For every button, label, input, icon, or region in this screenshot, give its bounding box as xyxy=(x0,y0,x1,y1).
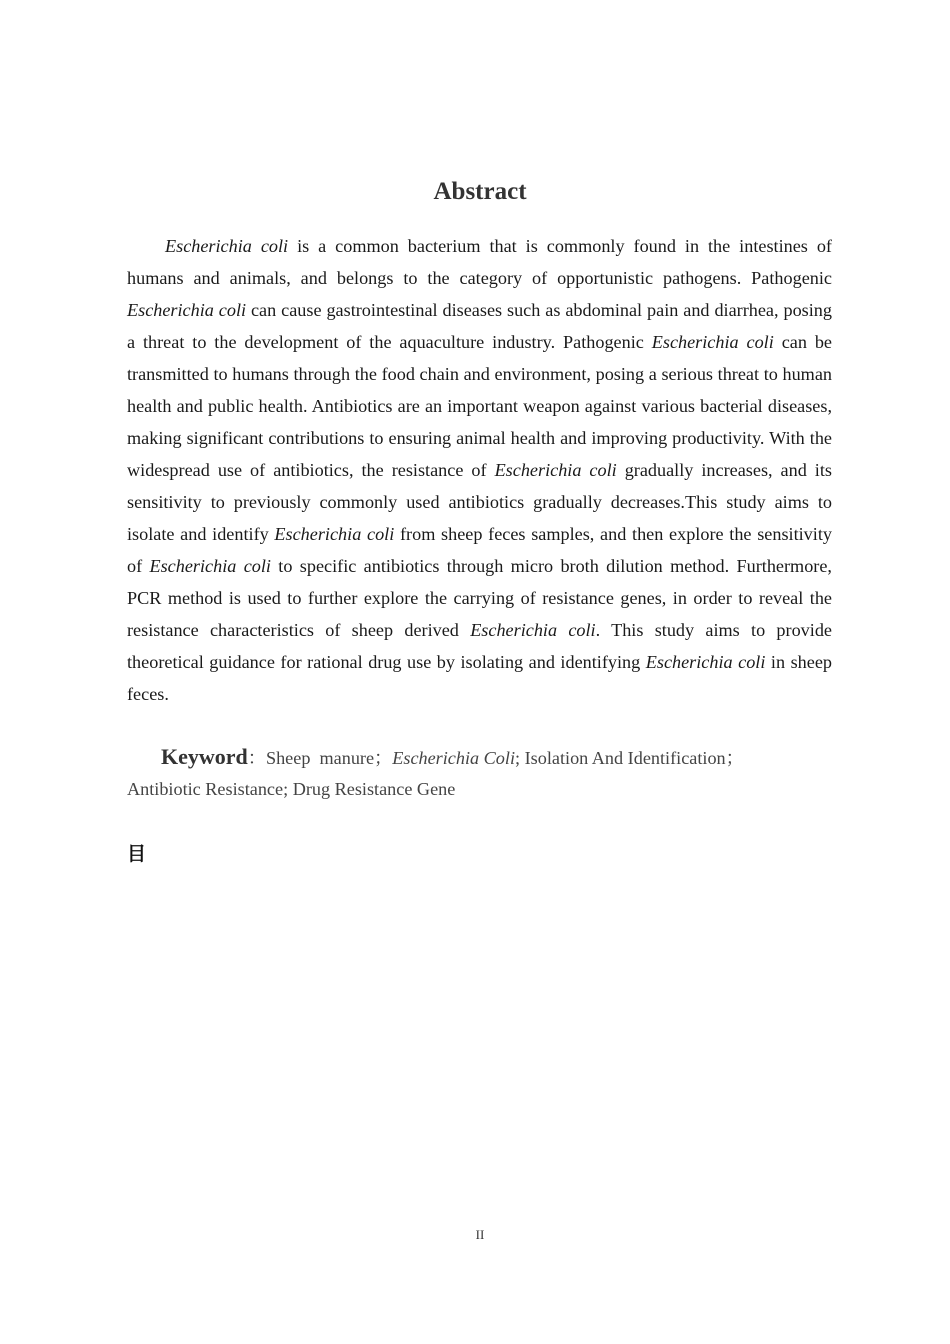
abstract-text-segment: . This study aims to provide theoretical guidance for rational drug use by isolating and identifying xyxy=(127,620,832,672)
page-number: II xyxy=(475,1227,485,1242)
abstract-text-segment: is a common bacterium that is commonly found in the intestines of humans and animals, and belongs to the category of opportunistic pathogens. Pathogenic xyxy=(127,236,832,288)
abstract-text-segment: can cause gastrointestinal diseases such as abdominal pain and diarrhea, posing a threat to the development of the aquaculture industry. Pathogenic xyxy=(127,300,832,352)
abstract-species-name: Escherichia coli xyxy=(127,300,247,320)
abstract-text-segment: to specific antibiotics through micro broth dilution method. Furthermore, PCR method is used to further explore the carrying of resistance genes, in order to reveal the resistance characteristics of sheep derived xyxy=(127,556,832,640)
keyword-item: Drug Resistance Gene xyxy=(292,779,456,799)
keyword-separator: ; xyxy=(515,748,525,768)
abstract-text-segment: in sheep feces. xyxy=(127,652,832,704)
abstract-text-segment: gradually increases, and its sensitivity to previously commonly used antibiotics gradually decreases.This study aims to isolate and identify xyxy=(127,460,832,544)
abstract-species-name: Escherichia coli xyxy=(470,620,596,640)
keyword-separator: ； xyxy=(374,748,393,768)
abstract-species-name: Escherichia coli xyxy=(165,236,289,256)
keyword-item: Escherichia Coli xyxy=(392,748,515,768)
abstract-text-segment: can be transmitted to humans through the food chain and environment, posing a serious threat to human health and public health. Antibiotics are an important weapon against various bacterial diseases, making significant contributions to ensuring animal health and improving productivity. With the widespread use of antibiotics, the resistance of xyxy=(127,332,832,480)
abstract-species-name: Escherichia coli xyxy=(274,524,395,544)
keyword-separator: ; xyxy=(283,779,293,799)
keywords-line xyxy=(127,741,832,805)
keyword-separator: ； xyxy=(725,748,744,768)
table-of-contents-heading: 目 xyxy=(127,843,147,865)
keyword-item: Isolation And Identification xyxy=(524,748,726,768)
abstract-species-name: Escherichia coli xyxy=(645,652,766,672)
keywords-label-separator: ： xyxy=(247,748,266,768)
abstract-text-segment: from sheep feces samples, and then explore the sensitivity of xyxy=(127,524,832,576)
abstract-species-name: Escherichia coli xyxy=(651,332,774,352)
abstract-species-name: Escherichia coli xyxy=(494,460,617,480)
abstract-title: Abstract xyxy=(433,178,527,205)
keyword-item: Sheep manure xyxy=(265,748,375,768)
abstract-paragraph xyxy=(127,230,832,710)
keywords-label: Keyword xyxy=(161,744,248,769)
abstract-species-name: Escherichia coli xyxy=(149,556,271,576)
keyword-item: Antibiotic Resistance xyxy=(127,779,284,799)
